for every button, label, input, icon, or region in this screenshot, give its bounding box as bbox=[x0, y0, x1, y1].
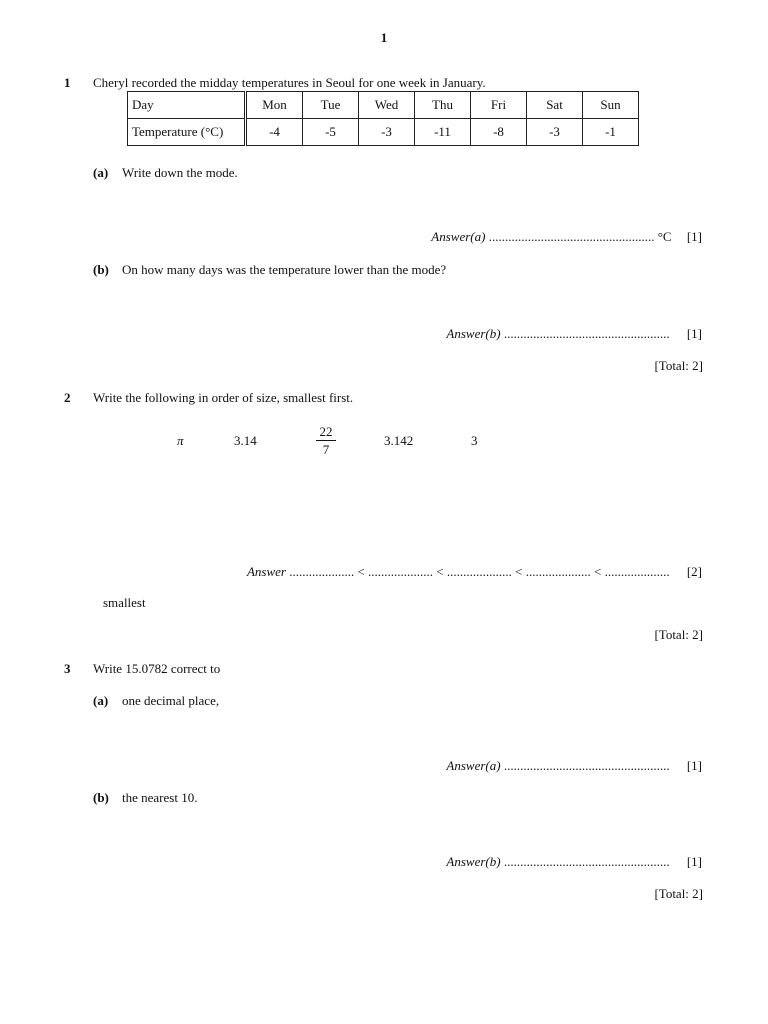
table-cell-temp: -4 bbox=[246, 119, 303, 146]
q3b-answer-line bbox=[446, 854, 702, 870]
table-cell-day: Thu bbox=[415, 92, 471, 119]
item-pi: π bbox=[177, 433, 184, 448]
question-2-number: 2 bbox=[64, 390, 71, 405]
smallest-label: smallest bbox=[103, 595, 146, 610]
q3b-answer-blank[interactable]: ................................................... bbox=[503, 854, 670, 869]
question-1-text: Cheryl recorded the midday temperatures in Seoul for one week in January. bbox=[93, 75, 486, 90]
question-2-text: Write the following in order of size, smallest first. bbox=[93, 390, 354, 405]
q2-answer-line bbox=[247, 564, 702, 580]
table-cell-temp: -3 bbox=[527, 119, 583, 146]
q3b-text: the nearest 10. bbox=[122, 790, 198, 805]
q1a-label: (a) bbox=[93, 165, 109, 180]
table-row bbox=[128, 92, 639, 119]
table-cell-day: Wed bbox=[359, 92, 415, 119]
table-header-temperature: Temperature (°C) bbox=[128, 119, 246, 146]
q3b-label: (b) bbox=[93, 790, 109, 805]
q1b-marks: [1] bbox=[686, 326, 702, 341]
q1b-label: (b) bbox=[93, 262, 109, 277]
item-3-142: 3.142 bbox=[384, 433, 414, 448]
table-cell-temp: -5 bbox=[303, 119, 359, 146]
q2-blank-4[interactable]: .................... bbox=[525, 564, 591, 579]
table-cell-day: Sat bbox=[527, 92, 583, 119]
less-than-sign: < bbox=[593, 564, 602, 579]
q3a-text: one decimal place, bbox=[122, 693, 220, 708]
question-3-text: Write 15.0782 correct to bbox=[93, 661, 221, 676]
temperature-table bbox=[127, 91, 639, 146]
q3a-marks: [1] bbox=[686, 758, 702, 773]
q1a-marks: [1] bbox=[686, 229, 702, 244]
q2-blank-5[interactable]: .................... bbox=[604, 564, 670, 579]
q3-total: [Total: 2] bbox=[654, 886, 703, 901]
table-cell-temp: -3 bbox=[359, 119, 415, 146]
less-than-sign: < bbox=[515, 564, 523, 579]
q2-answer-label: Answer bbox=[246, 564, 286, 579]
q2-blank-2[interactable]: .................... bbox=[368, 564, 434, 579]
fraction-numerator: 22 bbox=[319, 424, 333, 439]
q1a-answer-label: Answer(a) bbox=[431, 229, 486, 244]
q1a-answer-line bbox=[431, 229, 702, 245]
q1a-text: Write down the mode. bbox=[122, 165, 238, 180]
q2-blank-3[interactable]: .................... bbox=[446, 564, 512, 579]
q3b-marks: [1] bbox=[686, 854, 702, 869]
fraction-bar bbox=[316, 440, 336, 441]
q1b-text: On how many days was the temperature lower than the mode? bbox=[122, 262, 447, 277]
table-header-day: Day bbox=[128, 92, 246, 119]
q1a-unit: °C bbox=[657, 229, 672, 244]
question-3-number: 3 bbox=[64, 661, 71, 676]
q3a-label: (a) bbox=[93, 693, 109, 708]
table-row bbox=[128, 119, 639, 146]
q3a-answer-label: Answer(a) bbox=[446, 758, 501, 773]
table-cell-day: Fri bbox=[471, 92, 527, 119]
q2-total: [Total: 2] bbox=[654, 627, 703, 642]
q3b-answer-label: Answer(b) bbox=[446, 854, 501, 869]
table-cell-day: Sun bbox=[583, 92, 639, 119]
table-cell-day: Tue bbox=[303, 92, 359, 119]
q1b-answer-label: Answer(b) bbox=[446, 326, 501, 341]
q3a-answer-blank[interactable]: ................................................... bbox=[503, 758, 670, 773]
table-cell-temp: -1 bbox=[583, 119, 639, 146]
table-cell-day: Mon bbox=[246, 92, 303, 119]
page-number: 1 bbox=[380, 30, 388, 45]
q1a-answer-blank[interactable]: ................................................... bbox=[488, 229, 655, 244]
q3a-answer-line bbox=[446, 758, 702, 774]
item-3: 3 bbox=[471, 433, 478, 448]
less-than-sign: < bbox=[436, 564, 444, 579]
q1b-answer-line bbox=[446, 326, 702, 342]
q1b-answer-blank[interactable]: ................................................... bbox=[503, 326, 670, 341]
less-than-sign: < bbox=[357, 564, 365, 579]
q2-blank-1[interactable]: .................... bbox=[289, 564, 355, 579]
table-cell-temp: -11 bbox=[415, 119, 471, 146]
question-1-number: 1 bbox=[64, 75, 71, 90]
item-fraction bbox=[316, 424, 336, 457]
table-cell-temp: -8 bbox=[471, 119, 527, 146]
item-3-14: 3.14 bbox=[234, 433, 257, 448]
q1-total: [Total: 2] bbox=[654, 358, 703, 373]
q2-marks: [2] bbox=[686, 564, 702, 579]
fraction-denominator: 7 bbox=[322, 442, 330, 457]
